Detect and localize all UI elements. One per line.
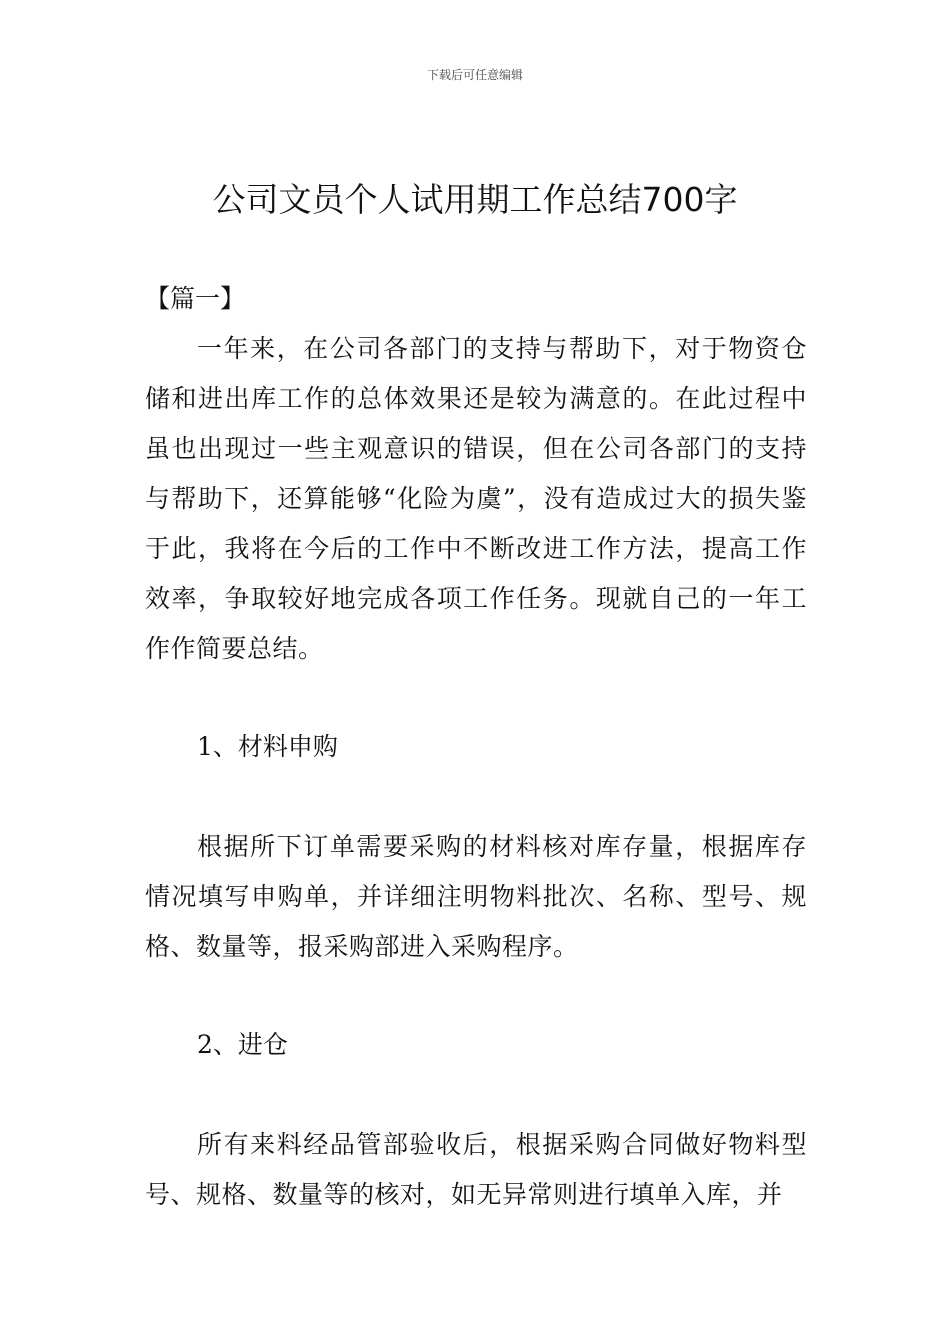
document-title: 公司文员个人试用期工作总结700字 — [212, 180, 738, 219]
header-note: 下载后可任意编辑 — [426, 68, 523, 82]
section-heading-warehouse-entry: 2、进仓 — [197, 1030, 288, 1059]
paragraph-intro: 一年来，在公司各部门的支持与帮助下，对于物资仓储和进出库工作的总体效果还是较为满意的。在此过程中虽也出现过一些主观意识的错误，但在公司各部门的支持与帮助下，还算能够“化险为虞”，没有造成过大的损失鉴于此，我将在今后的工作中不断改进工作方法，提高工作效率，争取较好地完成各项工作任务。现就自己的一年工作作简要总结。 — [145, 334, 807, 663]
paragraph-material-purchase: 根据所下订单需要采购的材料核对库存量，根据库存情况填写申购单，并详细注明物料批次、名称、型号、规格、数量等，报采购部进入采购程序。 — [145, 832, 807, 961]
part-label: 【篇一】 — [145, 284, 246, 313]
section-heading-material-purchase: 1、材料申购 — [197, 732, 338, 761]
paragraph-warehouse-entry: 所有来料经品管部验收后，根据采购合同做好物料型号、规格、数量等的核对，如无异常则进行填单入库，并 — [145, 1130, 807, 1209]
